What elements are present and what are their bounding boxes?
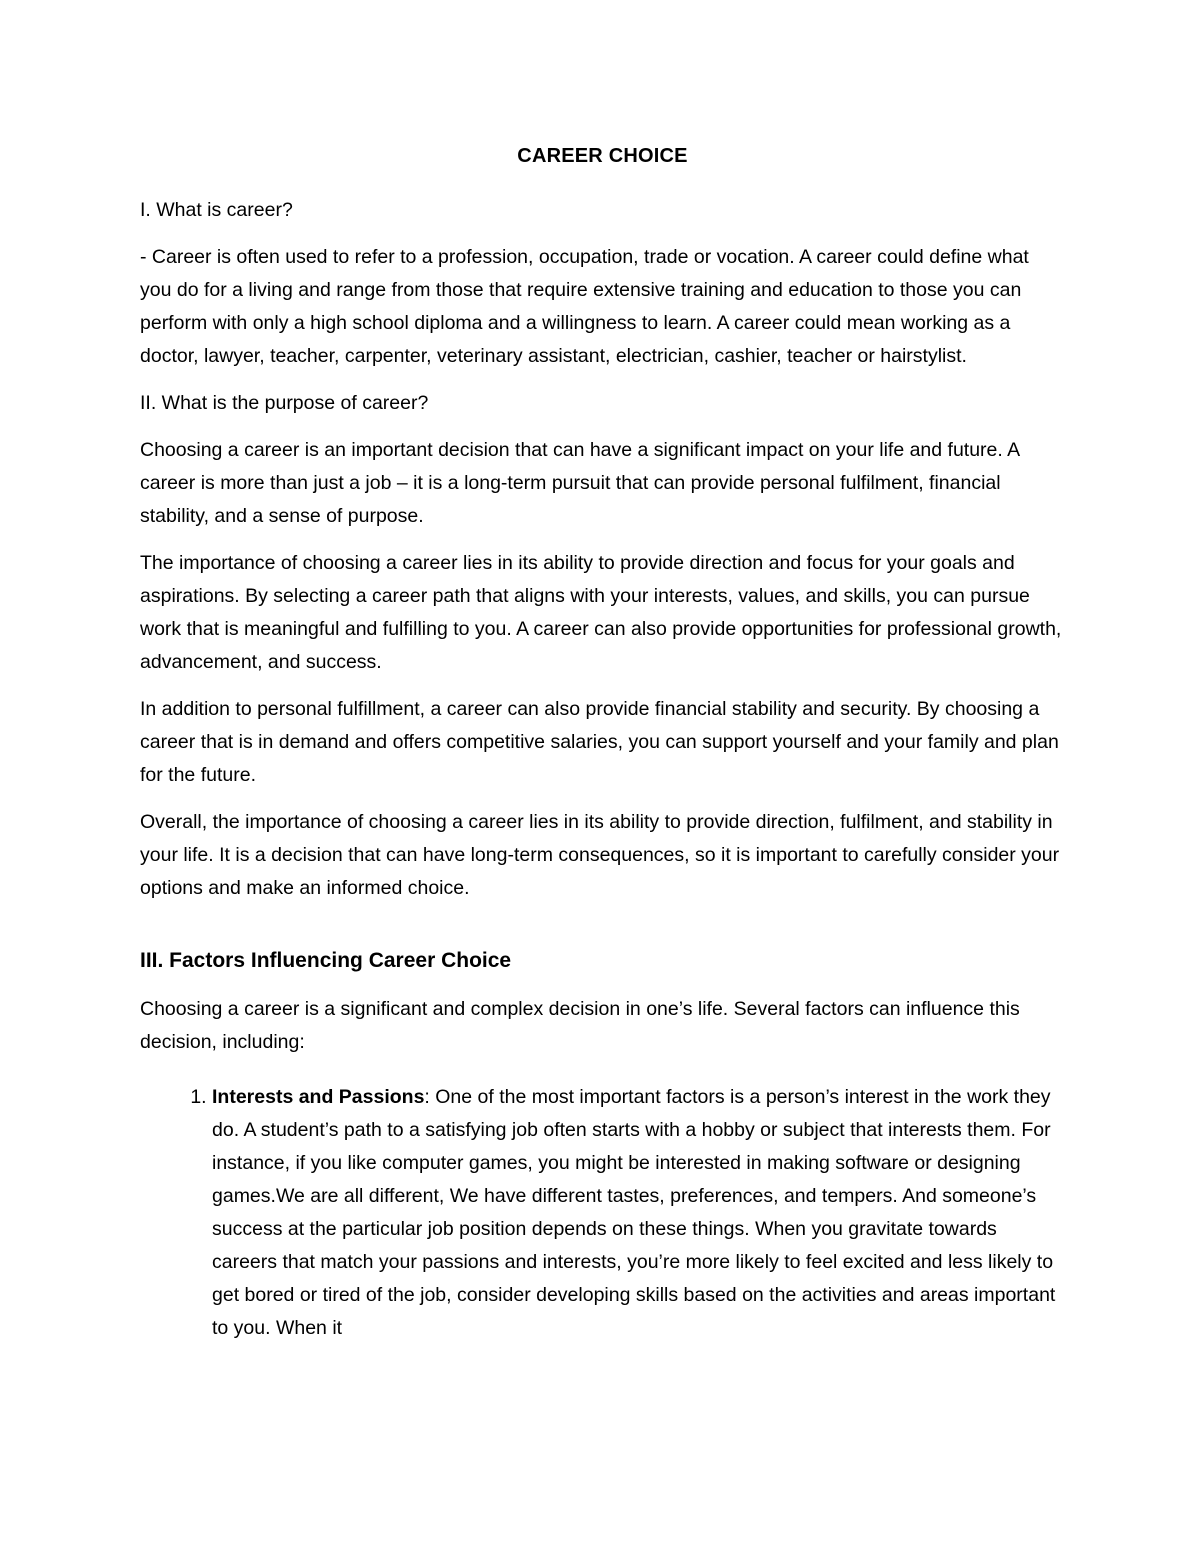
list-item [212, 1081, 1065, 1345]
section-3-heading: III. Factors Influencing Career Choice [140, 949, 512, 972]
section-2-paragraph-4: Overall, the importance of choosing a career lies in its ability to provide direction, fulfilment, and stability in your life. It is a decision that can have long-term consequences, so it is important to carefully consider your options and make an informed choice. [140, 811, 1060, 899]
list-item-lead: Interests and Passions [212, 1086, 425, 1108]
section-1-body: - Career is often used to refer to a profession, occupation, trade or vocation. A career could define what you do for a living and range from those that require extensive training and education to those you can perform with only a high school diploma and a willingness to learn. A career could mean working as a doctor, lawyer, teacher, carpenter, veterinary assistant, electrician, cashier, teacher or hairstylist. [140, 246, 1029, 367]
section-3-intro: Choosing a career is a significant and complex decision in one’s life. Several factors can influence this decision, including: [140, 998, 1020, 1053]
section-2-paragraph-2: The importance of choosing a career lies in its ability to provide direction and focus for your goals and aspirations. By selecting a career path that aligns with your interests, values, and skills, you can pursue work that is meaningful and fulfilling to you. A career can also provide opportunities for professional growth, advancement, and success. [140, 552, 1062, 673]
section-1-heading: I. What is career? [140, 199, 293, 221]
section-2-paragraph-1: Choosing a career is an important decision that can have a significant impact on your life and future. A career is more than just a job – it is a long-term pursuit that can provide personal fulfilment, financial stability, and a sense of purpose. [140, 439, 1020, 527]
section-2-heading: II. What is the purpose of career? [140, 392, 429, 414]
section-2-paragraph-3: In addition to personal fulfillment, a career can also provide financial stability and security. By choosing a career that is in demand and offers competitive salaries, you can support yourself and your family and plan for the future. [140, 698, 1059, 786]
list-item-text: : One of the most important factors is a person’s interest in the work they do. A student’s path to a satisfying job often starts with a hobby or subject that interests them. For instance, if you like computer games, you might be interested in making software or designing games.We are all different, We have different tastes, preferences, and tempers. And someone’s success at the particular job position depends on these things. When you gravitate towards careers that match your passions and interests, you’re more likely to feel excited and less likely to get bored or tired of the job, consider developing skills based on the activities and areas important to you. When it [212, 1086, 1056, 1339]
factors-list [140, 1081, 1065, 1345]
document-page [140, 140, 1065, 1345]
document-title: CAREER CHOICE [517, 145, 688, 167]
